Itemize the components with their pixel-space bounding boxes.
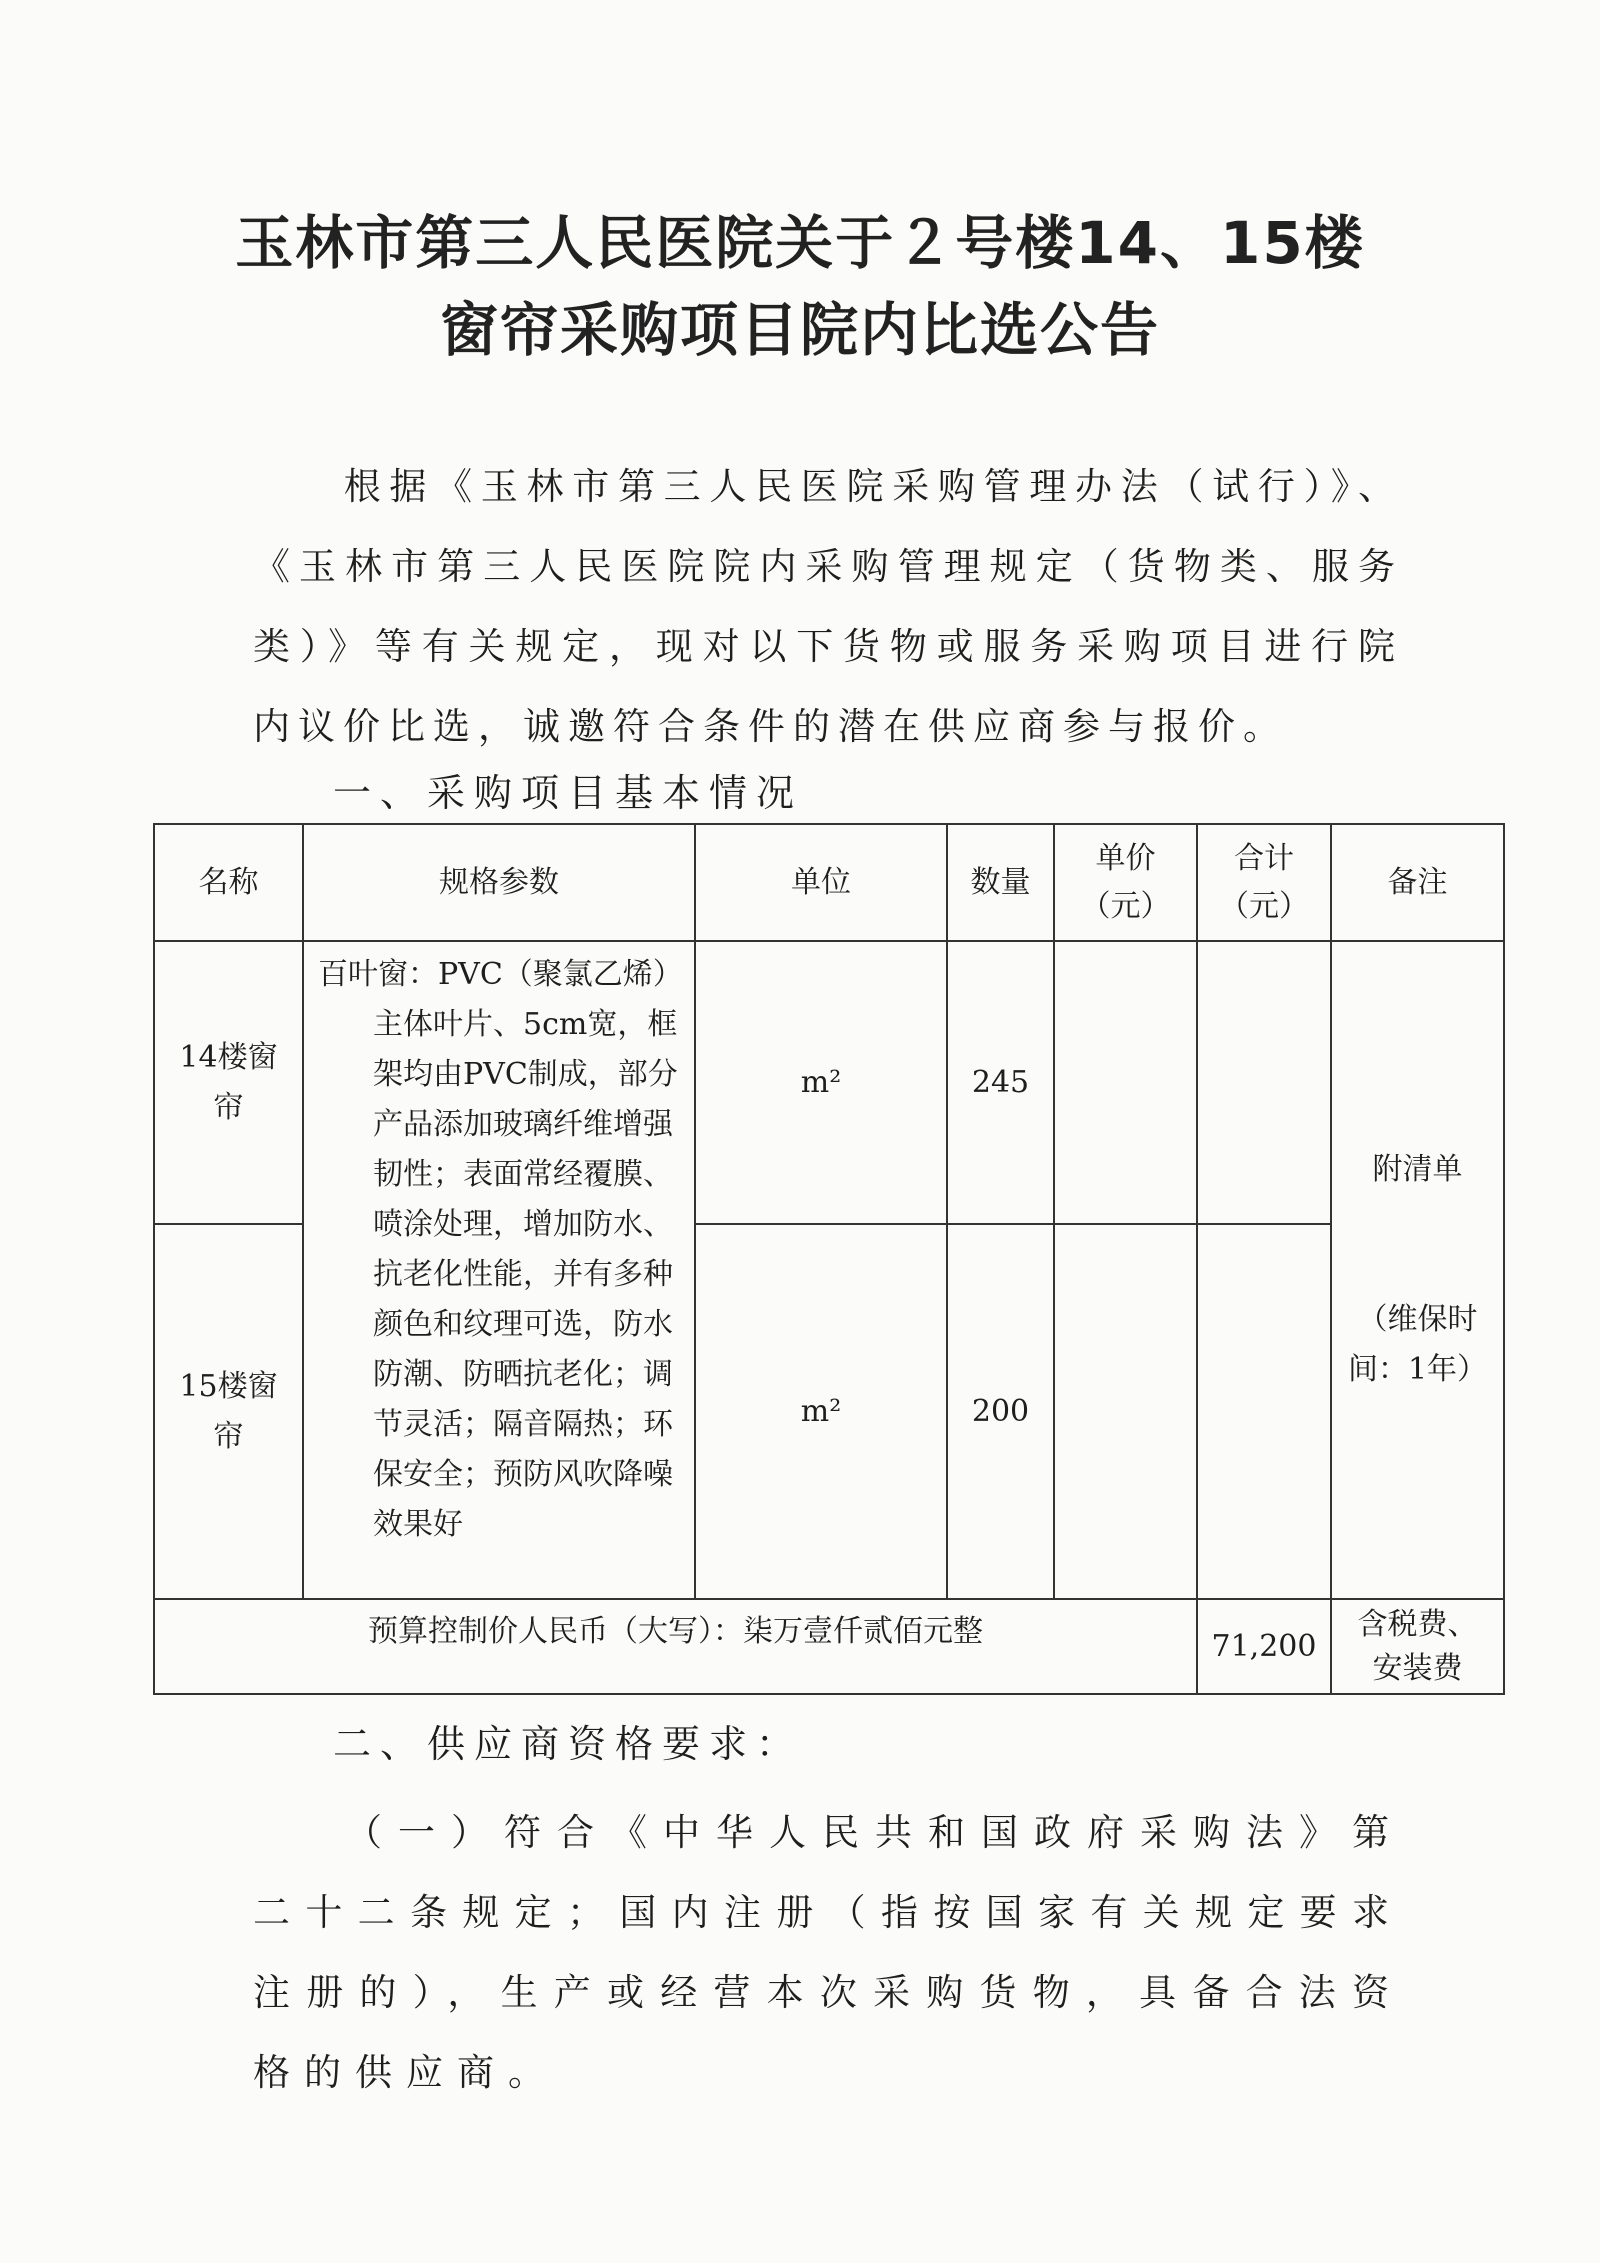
header-unit-price-line2: （元） (1080, 888, 1171, 924)
intro-paragraph (253, 447, 1403, 767)
row-unit-price (1054, 941, 1197, 1224)
row-unit: m² (695, 1224, 947, 1599)
row-name-line2: 帘 (213, 1089, 244, 1125)
header-total-line2: （元） (1219, 888, 1309, 924)
budget-note-line2: 安装费 (1372, 1650, 1463, 1686)
row-name-line1: 14楼窗 (179, 1039, 278, 1075)
section-heading-2: 二、供应商资格要求： (333, 1722, 804, 1766)
table-header-row (154, 824, 1504, 941)
note-sub-line2: 间：1年） (1347, 1352, 1488, 1387)
row-name (154, 1224, 303, 1599)
budget-note-line1: 含税费、 (1357, 1606, 1478, 1642)
header-unit-price-line1: 单价 (1095, 840, 1156, 876)
row-qty: 245 (947, 941, 1054, 1224)
header-total-line1: 合计 (1234, 840, 1294, 876)
note-cell (1331, 941, 1504, 1599)
header-qty: 数量 (947, 824, 1054, 941)
budget-note (1331, 1599, 1504, 1694)
row-total (1197, 941, 1331, 1224)
page-title-line2: 窗帘采购项目院内比选公告 (439, 296, 1160, 364)
section-heading-1: 一、采购项目基本情况 (333, 771, 804, 815)
spec-first-line: 百叶窗：PVC（聚氯乙烯） (318, 957, 683, 992)
budget-label: 预算控制价人民币（大写）：柒万壹仟贰佰元整 (154, 1599, 1197, 1694)
spec-cell (303, 941, 695, 1599)
header-name: 名称 (154, 824, 303, 941)
row-unit: m² (695, 941, 947, 1224)
row-unit-price (1054, 1224, 1197, 1599)
note-main: 附清单 (1372, 1152, 1463, 1187)
note-sub-line1: （维保时 (1357, 1302, 1478, 1337)
row-name-line2: 帘 (213, 1418, 244, 1454)
intro-text: 根据《玉林市第三人民医院采购管理办法（试行）》、《玉林市第三人民医院院内采购管理规定（货物类、服务类）》等有关规定，现对以下货物或服务采购项目进行院内议价比选，诚邀符合条件的潜在供应商参与报价。 (253, 465, 1403, 748)
procurement-table (153, 823, 1505, 1695)
requirement-paragraph (253, 1793, 1403, 2113)
requirement-text: （一）符合《中华人民共和国政府采购法》第二十二条规定；国内注册（指按国家有关规定要求注册的），生产或经营本次采购货物，具备合法资格的供应商。 (253, 1811, 1403, 2094)
budget-row (154, 1599, 1504, 1694)
spec-detail: 主体叶片、5cm宽，框架均由PVC制成，部分产品添加玻璃纤维增强韧性；表面常经覆膜、喷涂处理，增加防水、抗老化性能，并有多种颜色和纹理可选，防水防潮、防晒抗老化；调节灵活；隔音隔热；环保安全；预防风吹降噪效果好 (373, 1007, 678, 1542)
row-name (154, 941, 303, 1224)
table-row (154, 941, 1504, 1224)
budget-total: 71,200 (1197, 1599, 1331, 1694)
row-total (1197, 1224, 1331, 1599)
page-title-line1: 玉林市第三人民医院关于２号楼14、15楼 (235, 209, 1365, 277)
header-spec: 规格参数 (303, 824, 695, 941)
header-unit: 单位 (695, 824, 947, 941)
header-total (1197, 824, 1331, 941)
header-note: 备注 (1331, 824, 1504, 941)
header-unit-price (1054, 824, 1197, 941)
row-qty: 200 (947, 1224, 1054, 1599)
row-name-line1: 15楼窗 (179, 1368, 278, 1404)
